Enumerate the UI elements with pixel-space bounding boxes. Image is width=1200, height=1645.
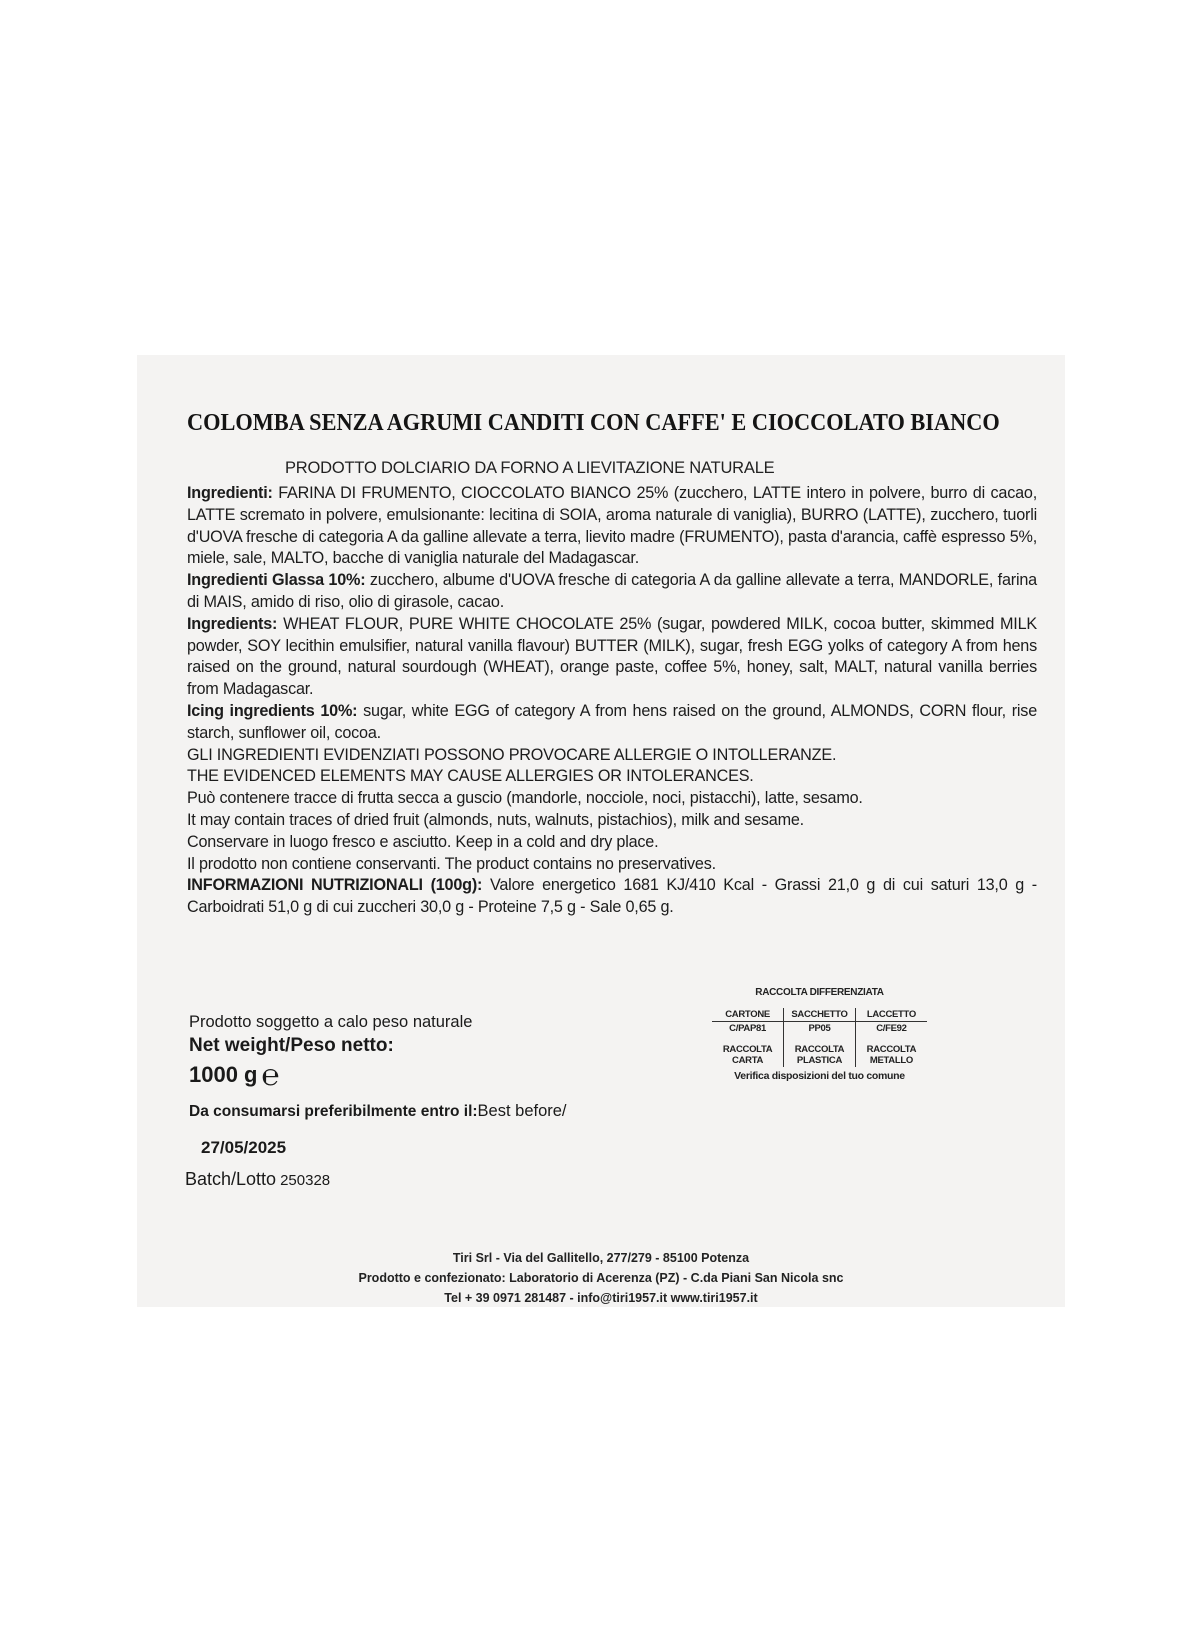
best-before-label-en: Best before/ bbox=[477, 1102, 567, 1120]
ingredients-en-label: Ingredients: bbox=[187, 614, 278, 633]
company-footer bbox=[137, 1248, 1065, 1308]
product-label bbox=[137, 355, 1065, 1307]
footer-contacts: Tel + 39 0971 281487 - info@tiri1957.it www.tiri1957.it bbox=[444, 1291, 758, 1305]
glassa-it-paragraph bbox=[187, 570, 1037, 614]
batch-row bbox=[185, 1169, 330, 1190]
recycling-col-name: CARTONE bbox=[712, 1008, 784, 1022]
recycling-col-collection: RACCOLTA PLASTICA bbox=[784, 1043, 856, 1067]
weight-note: Prodotto soggetto a calo peso naturale bbox=[189, 1013, 473, 1031]
batch-label: Batch/Lotto bbox=[185, 1169, 277, 1189]
icing-en-label: Icing ingredients 10%: bbox=[187, 701, 358, 720]
best-before-date: 27/05/2025 bbox=[201, 1138, 287, 1157]
net-weight-value: 1000 g bbox=[189, 1062, 258, 1087]
recycling-footer: Verifica disposizioni del tuo comune bbox=[734, 1070, 905, 1082]
footer-production: Prodotto e confezionato: Laboratorio di Acerenza (PZ) - C.da Piani San Nicola snc bbox=[358, 1271, 844, 1285]
recycling-col-collection: RACCOLTA CARTA bbox=[722, 1044, 773, 1066]
nutrition-label: INFORMAZIONI NUTRIZIONALI (100g): bbox=[187, 876, 483, 895]
net-weight-label: Net weight/Peso netto: bbox=[189, 1035, 394, 1056]
glassa-it-label: Ingredienti Glassa 10%: bbox=[187, 571, 366, 590]
allergy-en: THE EVIDENCED ELEMENTS MAY CAUSE ALLERGIES OR INTOLERANCES. bbox=[187, 767, 754, 786]
best-before-label: Da consumarsi preferibilmente entro il: bbox=[189, 1103, 478, 1120]
preservatives-info: Il prodotto non contiene conservanti. The product contains no preservatives. bbox=[187, 854, 716, 873]
ingredients-en-text: WHEAT FLOUR, PURE WHITE CHOCOLATE 25% (sugar, powdered MILK, cocoa butter, skimmed MILK powder, SOY lecithin emulsifier, natural vanilla flavour) BUTTER (MILK), sugar, fresh EGG yolks of category A from hens raised on the ground, natural sourdough (WHEAT), orange paste, coffee 5%, honey, salt, MALT, natural vanilla berries from Madagascar. bbox=[187, 614, 1037, 699]
estimated-sign-icon: ℮ bbox=[261, 1059, 280, 1092]
net-weight-row bbox=[189, 1059, 280, 1092]
storage-info: Conservare in luogo fresco e asciutto. Keep in a cold and dry place. bbox=[187, 832, 659, 851]
recycling-col-code: PP05 bbox=[784, 1022, 856, 1044]
icing-en-paragraph bbox=[187, 701, 1037, 745]
recycling-col-name: LACCETTO bbox=[855, 1008, 927, 1022]
recycling-col-code: C/PAP81 bbox=[729, 1023, 766, 1034]
recycling-table bbox=[712, 1008, 927, 1067]
recycling-col-code: C/FE92 bbox=[855, 1022, 927, 1044]
footer-address: Tiri Srl - Via del Gallitello, 277/279 - 85100 Potenza bbox=[452, 1251, 750, 1265]
recycling-col-collection: RACCOLTA METALLO bbox=[855, 1043, 927, 1067]
icing-en-text: sugar, white EGG of category A from hens raised on the ground, ALMONDS, CORN flour, rise starch, sunflower oil, cocoa. bbox=[187, 701, 1038, 742]
ingredienti-it-label: Ingredienti: bbox=[187, 484, 273, 502]
recycling-col-name: SACCHETTO bbox=[784, 1008, 856, 1022]
nutrition-text: Valore energetico 1681 KJ/410 Kcal - Grassi 21,0 g di cui saturi 13,0 g - Carboidrati 51,0 g di cui zuccheri 30,0 g - Proteine 7,5 g - Sale 0,65 g. bbox=[187, 876, 1037, 917]
recycling-title: RACCOLTA DIFFERENZIATA bbox=[755, 987, 884, 998]
product-subtitle: PRODOTTO DOLCIARIO DA FORNO A LIEVITAZIONE NATURALE bbox=[285, 459, 775, 477]
product-title: COLOMBA SENZA AGRUMI CANDITI CON CAFFE' E CIOCCOLATO BIANCO bbox=[187, 410, 1000, 436]
nutrition-paragraph bbox=[187, 875, 1037, 919]
ingredienti-it-paragraph bbox=[187, 483, 1037, 570]
glassa-it-text: zucchero, albume d'UOVA fresche di categoria A da galline allevate a terra, MANDORLE, farina di MAIS, amido di riso, olio di girasole, cacao. bbox=[187, 571, 1037, 611]
traces-it: Può contenere tracce di frutta secca a guscio (mandorle, nocciole, noci, pistacchi), latte, sesamo. bbox=[187, 789, 863, 808]
recycling-box bbox=[712, 987, 927, 1082]
batch-value: 250328 bbox=[280, 1172, 331, 1189]
allergy-it: GLI INGREDIENTI EVIDENZIATI POSSONO PROVOCARE ALLERGIE O INTOLLERANZE. bbox=[187, 745, 837, 764]
ingredients-text bbox=[187, 483, 1037, 919]
best-before-row bbox=[189, 1102, 567, 1121]
ingredienti-it-text: FARINA DI FRUMENTO, CIOCCOLATO BIANCO 25% (zucchero, LATTE intero in polvere, burro di cacao, LATTE scremato in polvere, emulsionante: lecitina di SOIA, aroma naturale di vaniglia), BURRO (LATTE), zucchero, tuorli d'UOVA fresche di categoria A da galline allevate a terra, lievito madre (FRUMENTO), pasta d'arancia, caffè espresso 5%, miele, sale, MALTO, bacche di vaniglia naturale del Madagascar. bbox=[187, 484, 1037, 568]
traces-en: It may contain traces of dried fruit (almonds, nuts, walnuts, pistachios), milk and sesame. bbox=[187, 810, 804, 829]
ingredients-en-paragraph bbox=[187, 614, 1037, 701]
